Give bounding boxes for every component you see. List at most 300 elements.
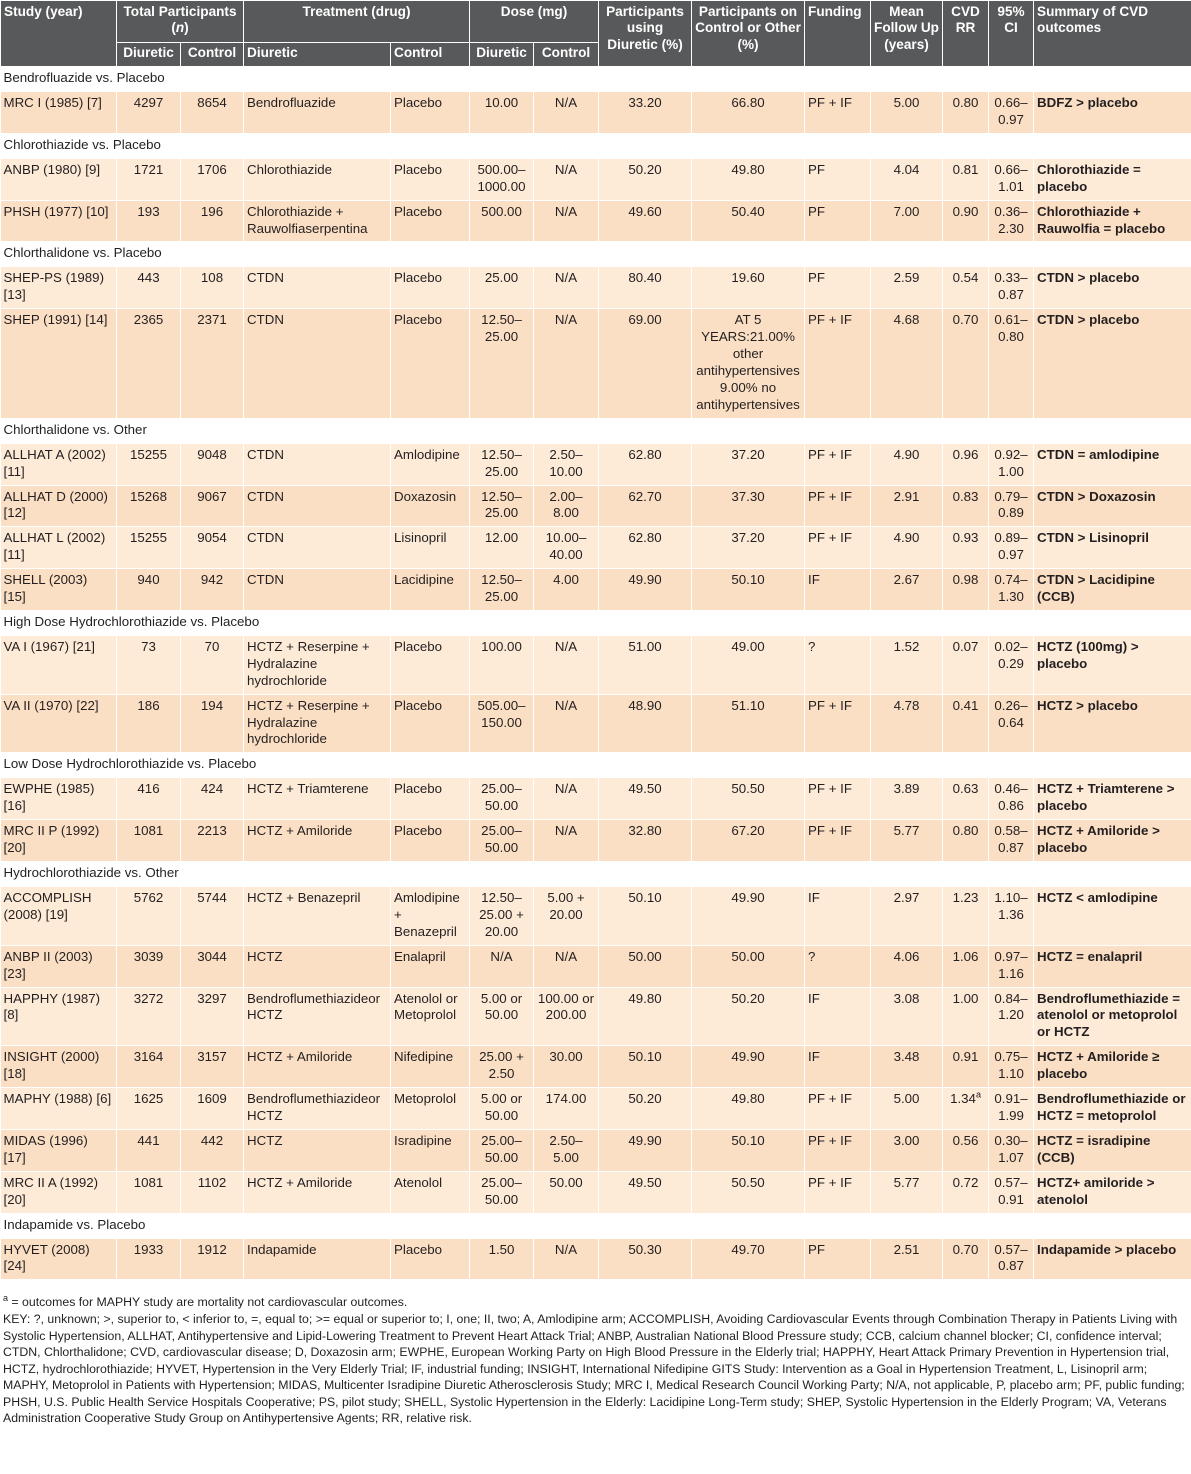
header-ci: 95% CI	[989, 1, 1034, 67]
cell-n-diuretic: 15255	[117, 443, 181, 485]
subheader-n-control: Control	[181, 43, 244, 67]
cell-pct-diuretic: 32.80	[599, 820, 692, 862]
header-dose: Dose (mg)	[470, 1, 599, 43]
header-summary: Summary of CVD outcomes	[1034, 1, 1191, 67]
cell-study: ALLHAT L (2002) [11]	[1, 527, 117, 569]
cell-dose-diuretic: 500.00	[470, 200, 534, 242]
cell-funding: PF + IF	[805, 1129, 871, 1171]
cell-dose-diuretic: 12.50–25.00	[470, 443, 534, 485]
cell-n-diuretic: 1625	[117, 1088, 181, 1130]
table-row	[1, 1171, 1191, 1213]
cell-study: VA II (1970) [22]	[1, 694, 117, 753]
cell-rr: 1.00	[943, 987, 989, 1046]
subheader-drug-diuretic: Diuretic	[244, 43, 391, 67]
cell-drug-control: Placebo	[391, 158, 470, 200]
cell-study: MRC II A (1992) [20]	[1, 1171, 117, 1213]
section-title: Low Dose Hydrochlorothiazide vs. Placebo	[1, 753, 1191, 778]
cell-follow-up: 4.06	[871, 945, 943, 987]
cell-drug-control: Lisinopril	[391, 527, 470, 569]
table-header	[1, 1, 1191, 67]
cell-funding: PF + IF	[805, 309, 871, 418]
cell-funding: PF + IF	[805, 443, 871, 485]
n-symbol: n	[175, 20, 185, 36]
cell-rr: 0.93	[943, 527, 989, 569]
cell-dose-control: N/A	[534, 158, 599, 200]
cell-rr: 0.81	[943, 158, 989, 200]
cell-n-diuretic: 1081	[117, 1171, 181, 1213]
cell-follow-up: 4.04	[871, 158, 943, 200]
cell-pct-control: 49.80	[692, 1088, 805, 1130]
header-treatment: Treatment (drug)	[244, 1, 470, 43]
cell-pct-diuretic: 50.20	[599, 158, 692, 200]
cell-follow-up: 2.97	[871, 887, 943, 946]
cell-n-diuretic: 186	[117, 694, 181, 753]
cell-dose-diuretic: 100.00	[470, 635, 534, 694]
cell-pct-diuretic: 62.80	[599, 443, 692, 485]
cell-follow-up: 7.00	[871, 200, 943, 242]
cell-drug-diuretic: CTDN	[244, 569, 391, 611]
cell-drug-control: Lacidipine	[391, 569, 470, 611]
cell-rr: 0.70	[943, 1238, 989, 1280]
cell-drug-diuretic: HCTZ + Benazepril	[244, 887, 391, 946]
cell-rr: 0.83	[943, 485, 989, 527]
cell-n-diuretic: 73	[117, 635, 181, 694]
cell-ci: 0.36–2.30	[989, 200, 1034, 242]
cell-study: EWPHE (1985) [16]	[1, 778, 117, 820]
section-title: Chlorthalidone vs. Other	[1, 418, 1191, 443]
cell-funding: IF	[805, 987, 871, 1046]
cell-dose-control: N/A	[534, 1238, 599, 1280]
cell-ci: 0.57–0.87	[989, 1238, 1034, 1280]
table-row	[1, 887, 1191, 946]
cell-funding: PF	[805, 200, 871, 242]
cell-drug-diuretic: HCTZ	[244, 945, 391, 987]
cell-follow-up: 2.91	[871, 485, 943, 527]
cell-dose-diuretic: 25.00–50.00	[470, 1171, 534, 1213]
cell-summary: HCTZ + Triamterene > placebo	[1034, 778, 1191, 820]
cell-rr: 0.96	[943, 443, 989, 485]
cell-funding: PF + IF	[805, 527, 871, 569]
cell-ci: 0.58–0.87	[989, 820, 1034, 862]
cell-pct-diuretic: 49.80	[599, 987, 692, 1046]
cell-summary: CTDN > Lacidipine (CCB)	[1034, 569, 1191, 611]
cell-pct-diuretic: 50.20	[599, 1088, 692, 1130]
cell-dose-control: 50.00	[534, 1171, 599, 1213]
cell-drug-diuretic: CTDN	[244, 485, 391, 527]
cell-ci: 0.75–1.10	[989, 1046, 1034, 1088]
cell-pct-control: 50.40	[692, 200, 805, 242]
cell-study: MIDAS (1996) [17]	[1, 1129, 117, 1171]
section-row	[1, 418, 1191, 443]
cell-rr: 0.70	[943, 309, 989, 418]
cell-n-diuretic: 940	[117, 569, 181, 611]
cell-n-control: 1609	[181, 1088, 244, 1130]
cell-summary: CTDN > placebo	[1034, 309, 1191, 418]
table-row	[1, 309, 1191, 418]
cell-follow-up: 4.90	[871, 443, 943, 485]
cell-funding: PF + IF	[805, 485, 871, 527]
cell-pct-diuretic: 50.00	[599, 945, 692, 987]
cell-dose-control: 2.00–8.00	[534, 485, 599, 527]
cell-dose-diuretic: 25.00 + 2.50	[470, 1046, 534, 1088]
cell-drug-diuretic: CTDN	[244, 309, 391, 418]
cell-drug-diuretic: HCTZ	[244, 1129, 391, 1171]
cell-study: MRC II P (1992) [20]	[1, 820, 117, 862]
cell-summary: HCTZ = enalapril	[1034, 945, 1191, 987]
cell-n-control: 3297	[181, 987, 244, 1046]
cell-follow-up: 5.00	[871, 92, 943, 134]
section-title: Indapamide vs. Placebo	[1, 1213, 1191, 1238]
cell-drug-control: Enalapril	[391, 945, 470, 987]
cell-drug-control: Amlodipine + Benazepril	[391, 887, 470, 946]
cell-n-diuretic: 3272	[117, 987, 181, 1046]
section-title: Chlorothiazide vs. Placebo	[1, 133, 1191, 158]
cell-n-control: 108	[181, 267, 244, 309]
cell-follow-up: 2.67	[871, 569, 943, 611]
table-row	[1, 569, 1191, 611]
cell-dose-diuretic: 25.00–50.00	[470, 1129, 534, 1171]
table-row	[1, 200, 1191, 242]
cell-rr: 0.90	[943, 200, 989, 242]
cell-pct-diuretic: 49.90	[599, 1129, 692, 1171]
cell-n-diuretic: 15268	[117, 485, 181, 527]
cell-pct-control: 49.70	[692, 1238, 805, 1280]
section-title: High Dose Hydrochlorothiazide vs. Placebo	[1, 610, 1191, 635]
cell-study: HYVET (2008) [24]	[1, 1238, 117, 1280]
section-row	[1, 242, 1191, 267]
cell-dose-diuretic: N/A	[470, 945, 534, 987]
cell-pct-control: 49.90	[692, 1046, 805, 1088]
cell-study: ALLHAT D (2000) [12]	[1, 485, 117, 527]
cell-ci: 0.97–1.16	[989, 945, 1034, 987]
header-funding: Funding	[805, 1, 871, 67]
cell-study: ACCOMPLISH (2008) [19]	[1, 887, 117, 946]
cell-pct-control: 51.10	[692, 694, 805, 753]
cell-drug-control: Doxazosin	[391, 485, 470, 527]
cell-ci: 0.66–1.01	[989, 158, 1034, 200]
cell-ci: 0.02–0.29	[989, 635, 1034, 694]
cell-drug-control: Metoprolol	[391, 1088, 470, 1130]
cell-n-control: 70	[181, 635, 244, 694]
header-pct-diuretic: Participants using Diuretic (%)	[599, 1, 692, 67]
cell-study: MAPHY (1988) [6]	[1, 1088, 117, 1130]
cell-drug-control: Placebo	[391, 820, 470, 862]
cell-dose-control: 5.00 + 20.00	[534, 887, 599, 946]
cell-rr: 0.72	[943, 1171, 989, 1213]
cell-n-diuretic: 3039	[117, 945, 181, 987]
cell-drug-diuretic: HCTZ + Amiloride	[244, 820, 391, 862]
cell-rr: 0.80	[943, 820, 989, 862]
cell-dose-control: N/A	[534, 92, 599, 134]
cell-follow-up: 5.00	[871, 1088, 943, 1130]
cell-summary: HCTZ < amlodipine	[1034, 887, 1191, 946]
cell-pct-diuretic: 80.40	[599, 267, 692, 309]
cell-drug-control: Placebo	[391, 694, 470, 753]
cell-drug-control: Placebo	[391, 1238, 470, 1280]
cell-pct-control: 19.60	[692, 267, 805, 309]
cell-rr: 0.41	[943, 694, 989, 753]
cell-drug-diuretic: Indapamide	[244, 1238, 391, 1280]
cell-pct-diuretic: 50.10	[599, 1046, 692, 1088]
cell-ci: 0.91–1.99	[989, 1088, 1034, 1130]
cell-pct-control: 67.20	[692, 820, 805, 862]
cell-drug-control: Amlodipine	[391, 443, 470, 485]
cell-dose-control: N/A	[534, 778, 599, 820]
cell-n-control: 9048	[181, 443, 244, 485]
cell-drug-control: Placebo	[391, 267, 470, 309]
cell-drug-control: Placebo	[391, 92, 470, 134]
cell-follow-up: 2.51	[871, 1238, 943, 1280]
cell-follow-up: 3.89	[871, 778, 943, 820]
cell-dose-control: N/A	[534, 635, 599, 694]
cell-pct-control: 37.20	[692, 443, 805, 485]
cell-study: VA I (1967) [21]	[1, 635, 117, 694]
section-row	[1, 862, 1191, 887]
cell-pct-diuretic: 33.20	[599, 92, 692, 134]
cell-drug-diuretic: Chlorothiazide	[244, 158, 391, 200]
cell-n-diuretic: 193	[117, 200, 181, 242]
cell-dose-control: 174.00	[534, 1088, 599, 1130]
cell-funding: IF	[805, 887, 871, 946]
cell-ci: 0.92–1.00	[989, 443, 1034, 485]
cell-summary: Bendroflumethiazide or HCTZ = metoprolol	[1034, 1088, 1191, 1130]
cell-summary: HCTZ + Amiloride > placebo	[1034, 820, 1191, 862]
cell-summary: HCTZ + Amiloride ≥ placebo	[1034, 1046, 1191, 1088]
cell-drug-diuretic: CTDN	[244, 267, 391, 309]
cell-funding: PF	[805, 158, 871, 200]
cell-drug-diuretic: CTDN	[244, 527, 391, 569]
table-row	[1, 945, 1191, 987]
header-study: Study (year)	[1, 1, 117, 67]
cell-drug-control: Isradipine	[391, 1129, 470, 1171]
cell-dose-diuretic: 25.00–50.00	[470, 778, 534, 820]
cell-rr: 1.06	[943, 945, 989, 987]
cell-drug-control: Nifedipine	[391, 1046, 470, 1088]
table-row	[1, 1238, 1191, 1280]
cell-pct-diuretic: 51.00	[599, 635, 692, 694]
subheader-dose-diuretic: Diuretic	[470, 43, 534, 67]
cell-pct-control: 50.10	[692, 569, 805, 611]
cell-n-control: 3157	[181, 1046, 244, 1088]
section-title: Chlorthalidone vs. Placebo	[1, 242, 1191, 267]
cell-drug-diuretic: HCTZ + Amiloride	[244, 1046, 391, 1088]
cell-n-control: 3044	[181, 945, 244, 987]
cell-ci: 0.74–1.30	[989, 569, 1034, 611]
cell-study: SHEP-PS (1989) [13]	[1, 267, 117, 309]
cell-funding: IF	[805, 1046, 871, 1088]
cell-rr: 0.98	[943, 569, 989, 611]
cell-pct-diuretic: 50.10	[599, 887, 692, 946]
rr-footnote-mark: a	[975, 1089, 981, 1100]
cell-n-diuretic: 15255	[117, 527, 181, 569]
cell-dose-diuretic: 12.50–25.00	[470, 485, 534, 527]
header-follow-up: Mean Follow Up (years)	[871, 1, 943, 67]
table-row	[1, 1129, 1191, 1171]
cell-drug-diuretic: HCTZ + Triamterene	[244, 778, 391, 820]
cell-pct-diuretic: 49.60	[599, 200, 692, 242]
table-row	[1, 527, 1191, 569]
cell-follow-up: 3.08	[871, 987, 943, 1046]
cell-summary: HCTZ > placebo	[1034, 694, 1191, 753]
cell-rr: 0.91	[943, 1046, 989, 1088]
cell-n-control: 2213	[181, 820, 244, 862]
table-row	[1, 1088, 1191, 1130]
cell-funding: PF + IF	[805, 92, 871, 134]
cell-n-control: 196	[181, 200, 244, 242]
cell-summary: HCTZ = isradipine (CCB)	[1034, 1129, 1191, 1171]
table-row	[1, 158, 1191, 200]
cell-drug-diuretic: Bendroflumethiazideor HCTZ	[244, 987, 391, 1046]
cell-funding: IF	[805, 569, 871, 611]
table-row	[1, 267, 1191, 309]
cell-ci: 0.46–0.86	[989, 778, 1034, 820]
cell-pct-diuretic: 49.50	[599, 1171, 692, 1213]
cell-drug-control: Placebo	[391, 200, 470, 242]
cell-dose-diuretic: 10.00	[470, 92, 534, 134]
cell-pct-control: 49.90	[692, 887, 805, 946]
cell-dose-diuretic: 500.00–1000.00	[470, 158, 534, 200]
cell-drug-diuretic: Bendrofluazide	[244, 92, 391, 134]
cell-ci: 0.66–0.97	[989, 92, 1034, 134]
table-body	[1, 67, 1191, 1280]
header-total-participants-label: Total Participants (n)	[123, 4, 237, 36]
cell-dose-diuretic: 5.00 or 50.00	[470, 1088, 534, 1130]
table-row	[1, 635, 1191, 694]
cell-n-control: 5744	[181, 887, 244, 946]
cell-n-control: 942	[181, 569, 244, 611]
cell-dose-control: N/A	[534, 945, 599, 987]
cell-dose-control: 100.00 or 200.00	[534, 987, 599, 1046]
cell-rr: 0.80	[943, 92, 989, 134]
section-row	[1, 610, 1191, 635]
cell-ci: 0.61–0.80	[989, 309, 1034, 418]
header-total-participants	[117, 1, 244, 43]
cell-pct-control: 66.80	[692, 92, 805, 134]
cell-funding: ?	[805, 635, 871, 694]
section-row	[1, 67, 1191, 92]
cell-n-control: 424	[181, 778, 244, 820]
cell-pct-control: 50.00	[692, 945, 805, 987]
table-row	[1, 820, 1191, 862]
rr-value: 1.34	[950, 1091, 976, 1107]
subheader-n-diuretic: Diuretic	[117, 43, 181, 67]
cell-dose-control: N/A	[534, 820, 599, 862]
cell-pct-diuretic: 50.30	[599, 1238, 692, 1280]
cell-drug-diuretic: HCTZ + Reserpine + Hydralazine hydrochloride	[244, 694, 391, 753]
cell-summary: CTDN > Doxazosin	[1034, 485, 1191, 527]
cell-n-control: 1706	[181, 158, 244, 200]
cell-ci: 0.84–1.20	[989, 987, 1034, 1046]
cell-pct-diuretic: 48.90	[599, 694, 692, 753]
cell-rr: 0.54	[943, 267, 989, 309]
cell-ci: 0.57–0.91	[989, 1171, 1034, 1213]
section-title: Bendrofluazide vs. Placebo	[1, 67, 1191, 92]
cell-dose-diuretic: 12.50–25.00 + 20.00	[470, 887, 534, 946]
subheader-drug-control: Control	[391, 43, 470, 67]
cell-dose-control: 2.50–10.00	[534, 443, 599, 485]
cell-pct-diuretic: 62.70	[599, 485, 692, 527]
cell-funding: PF + IF	[805, 694, 871, 753]
cell-follow-up: 5.77	[871, 1171, 943, 1213]
cell-dose-diuretic: 505.00–150.00	[470, 694, 534, 753]
cell-ci: 0.79–0.89	[989, 485, 1034, 527]
section-row	[1, 133, 1191, 158]
cell-rr: 1.23	[943, 887, 989, 946]
cell-study: ANBP II (2003) [23]	[1, 945, 117, 987]
table-row	[1, 694, 1191, 753]
cell-ci: 0.33–0.87	[989, 267, 1034, 309]
cell-study: INSIGHT (2000) [18]	[1, 1046, 117, 1088]
cell-rr: 0.07	[943, 635, 989, 694]
cell-dose-control: N/A	[534, 309, 599, 418]
cell-drug-control: Placebo	[391, 635, 470, 694]
table-row	[1, 778, 1191, 820]
cell-pct-diuretic: 69.00	[599, 309, 692, 418]
cell-summary: BDFZ > placebo	[1034, 92, 1191, 134]
cell-follow-up: 1.52	[871, 635, 943, 694]
cell-dose-diuretic: 12.50–25.00	[470, 309, 534, 418]
cell-dose-diuretic: 1.50	[470, 1238, 534, 1280]
cell-pct-control: AT 5 YEARS:21.00% other antihypertensives 9.00% no antihypertensives	[692, 309, 805, 418]
cell-follow-up: 5.77	[871, 820, 943, 862]
cell-follow-up: 4.68	[871, 309, 943, 418]
section-row	[1, 1213, 1191, 1238]
cell-pct-control: 37.30	[692, 485, 805, 527]
cell-dose-control: 10.00–40.00	[534, 527, 599, 569]
cell-ci: 0.26–0.64	[989, 694, 1034, 753]
cell-pct-control: 50.20	[692, 987, 805, 1046]
cell-pct-control: 37.20	[692, 527, 805, 569]
cell-drug-control: Placebo	[391, 309, 470, 418]
cell-funding: PF	[805, 1238, 871, 1280]
cell-funding: ?	[805, 945, 871, 987]
cell-rr	[943, 1088, 989, 1130]
subheader-dose-control: Control	[534, 43, 599, 67]
cell-n-diuretic: 441	[117, 1129, 181, 1171]
cell-dose-diuretic: 12.00	[470, 527, 534, 569]
cell-funding: PF	[805, 267, 871, 309]
cell-drug-control: Atenolol or Metoprolol	[391, 987, 470, 1046]
section-row	[1, 753, 1191, 778]
cell-n-diuretic: 1721	[117, 158, 181, 200]
cell-n-diuretic: 4297	[117, 92, 181, 134]
cell-n-control: 8654	[181, 92, 244, 134]
cell-dose-control: 30.00	[534, 1046, 599, 1088]
cell-follow-up: 4.90	[871, 527, 943, 569]
cell-study: SHELL (2003) [15]	[1, 569, 117, 611]
cell-n-diuretic: 5762	[117, 887, 181, 946]
cell-drug-control: Placebo	[391, 778, 470, 820]
cell-dose-diuretic: 25.00–50.00	[470, 820, 534, 862]
table-notes	[0, 1280, 1191, 1427]
cell-pct-control: 50.50	[692, 1171, 805, 1213]
cell-n-control: 2371	[181, 309, 244, 418]
footnote-content: = outcomes for MAPHY study are mortality not cardiovascular outcomes.	[8, 1295, 408, 1310]
key-text: KEY: ?, unknown; >, superior to, < inferior to, =, equal to; >= equal or superior to; I, one; II, two; A, Amlodipine arm; ACCOMPLISH, Avoiding Cardiovascular Events through Combination Therapy in Patients Living with Systolic Hypertension, ALLHAT, Antihypertensive and Lipid-Lowering Treatment to Prevent Heart Attack Trial; ANBP, Australian National Blood Pressure study; CCB, calcium channel blocker; CI, confidence interval; CTDN, Chlorthalidone; CVD, cardiovascular disease; D, Doxazosin arm; EWPHE, European Working Party on High Blood Pressure in the Elderly trial; HAPPHY, Heart Attack Primary Prevention in Hypertension trial, HCTZ, hydrochlorothiazide; HYVET, Hypertension in the Very Elderly Trial; IF, industrial funding; INSIGHT, International Nifedipine GITS Study: Intervention as a Goal in Hypertension Treatment, L, Lisinopril arm; MAPHY, Metoprolol in Patients with Hypertension; MIDAS, Multicenter Isradipine Diuretic Atherosclerosis Study; MRC I, Medical Research Council Working Party; N/A, not applicable, P, placebo arm; PF, public funding; PHSH, U.S. Public Health Service Hospitals Cooperative; PS, pilot study; SHELL, Systolic Hypertension in the Elderly: Lacidipine Long-Term study; SHEP, Systolic Hypertension in the Elderly Program; VA, Veterans Administration Cooperative Study Group on Antihypertensive Agents; RR, relative risk.	[3, 1311, 1185, 1426]
cell-rr: 0.56	[943, 1129, 989, 1171]
cell-n-diuretic: 3164	[117, 1046, 181, 1088]
cell-study: HAPPHY (1987) [8]	[1, 987, 117, 1046]
cell-pct-control: 49.00	[692, 635, 805, 694]
cell-funding: PF + IF	[805, 820, 871, 862]
cell-study: ALLHAT A (2002) [11]	[1, 443, 117, 485]
cell-n-control: 442	[181, 1129, 244, 1171]
cell-n-diuretic: 2365	[117, 309, 181, 418]
table-row	[1, 987, 1191, 1046]
cell-follow-up: 4.78	[871, 694, 943, 753]
cell-pct-control: 50.50	[692, 778, 805, 820]
cell-n-diuretic: 1081	[117, 820, 181, 862]
